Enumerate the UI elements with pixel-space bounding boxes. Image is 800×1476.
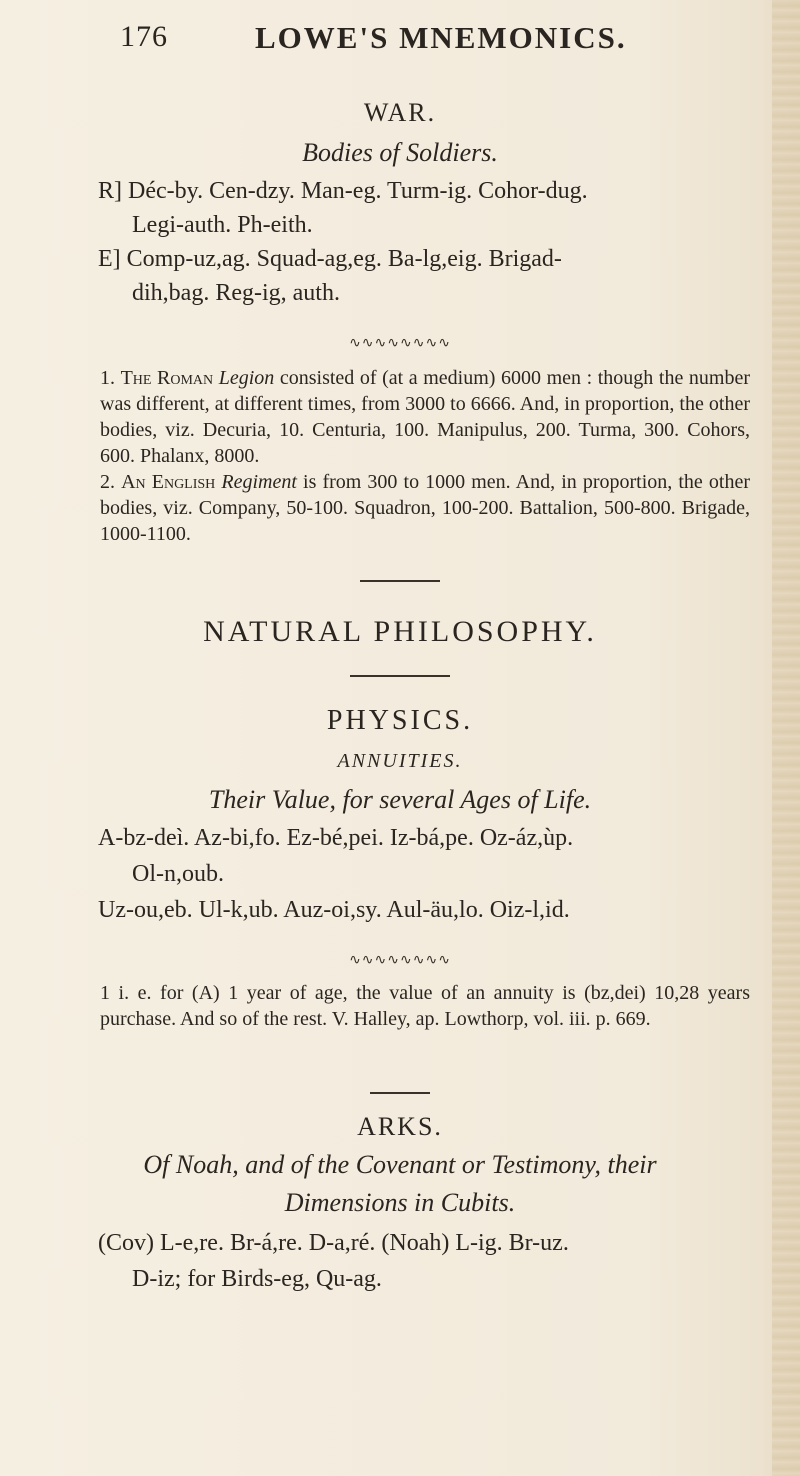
- running-head: LOWE'S MNEMONICS.: [255, 20, 627, 55]
- war-note-2: 2. An English Regiment is from 300 to 1000 men. And, in proportion, the other bodies, viz. Company, 50-100. Squadron, 100-200. Battalion, 500-800. Brigade, 1000-1100.: [100, 471, 750, 545]
- arks-line-1: (Cov) L-e,re. Br-á,re. D-a,ré. (Noah) L-ig. Br-uz.: [98, 1230, 569, 1256]
- section-title-war: WAR.: [363, 98, 437, 127]
- section-title-physics: PHYSICS.: [326, 705, 474, 736]
- arks-subtitle-1: Of Noah, and of the Covenant or Testimony, their: [143, 1150, 657, 1179]
- ornament-divider: ∿∿∿∿∿∿∿∿: [349, 336, 451, 351]
- divider-rule: [370, 1092, 430, 1094]
- section-title-natural-philosophy: NATURAL PHILOSOPHY.: [203, 615, 597, 648]
- arks-line-2: D-iz; for Birds-eg, Qu-ag.: [132, 1266, 382, 1292]
- annuity-line-3: Uz-ou,eb. Ul-k,ub. Auz-oi,sy. Aul-äu,lo. Oiz-l,id.: [98, 897, 570, 923]
- divider-rule: [350, 675, 450, 677]
- page-edge: [772, 0, 800, 1476]
- annuity-line-2: Ol-n,oub.: [132, 861, 224, 887]
- war-line-4: dih,bag. Reg-ig, auth.: [132, 280, 340, 306]
- war-line-2: Legi-auth. Ph-eith.: [132, 212, 313, 238]
- arks-subtitle-2: Dimensions in Cubits.: [284, 1188, 516, 1217]
- war-note-1: 1. The Roman Legion consisted of (at a medium) 6000 men : though the number was different, at different times, from 3000 to 6666. And, in proportion, the other bodies, viz. Decuria, 10. Centuria, 100. Manipulus, 200. Turma, 300. Cohors, 600. Phalanx, 8000.: [100, 367, 750, 467]
- war-line-1: R] Déc-by. Cen-dzy. Man-eg. Turm-ig. Cohor-dug.: [98, 178, 588, 204]
- page-header: [120, 20, 740, 60]
- annuity-line-1: A-bz-deì. Az-bi,fo. Ez-bé,pei. Iz-bá,pe. Oz-áz,ùp.: [98, 825, 574, 851]
- page-number: 176: [120, 20, 168, 53]
- section-title-arks: ARKS.: [357, 1112, 443, 1141]
- subsection-title-annuities: ANNUITIES.: [337, 750, 463, 772]
- divider-rule: [360, 580, 440, 582]
- war-line-3: E] Comp-uz,ag. Squad-ag,eg. Ba-lg,eig. Brigad-: [98, 246, 562, 272]
- annuity-note: 1 i. e. for (A) 1 year of age, the value of an annuity is (bz,dei) 10,28 years purchase. And so of the rest. V. Halley, ap. Lowthorp, vol. iii. p. 669.: [100, 982, 750, 1030]
- ornament-divider: ∿∿∿∿∿∿∿∿: [349, 953, 451, 968]
- subsection-caption-annuities: Their Value, for several Ages of Life.: [208, 785, 592, 814]
- section-subtitle-war: Bodies of Soldiers.: [302, 138, 498, 167]
